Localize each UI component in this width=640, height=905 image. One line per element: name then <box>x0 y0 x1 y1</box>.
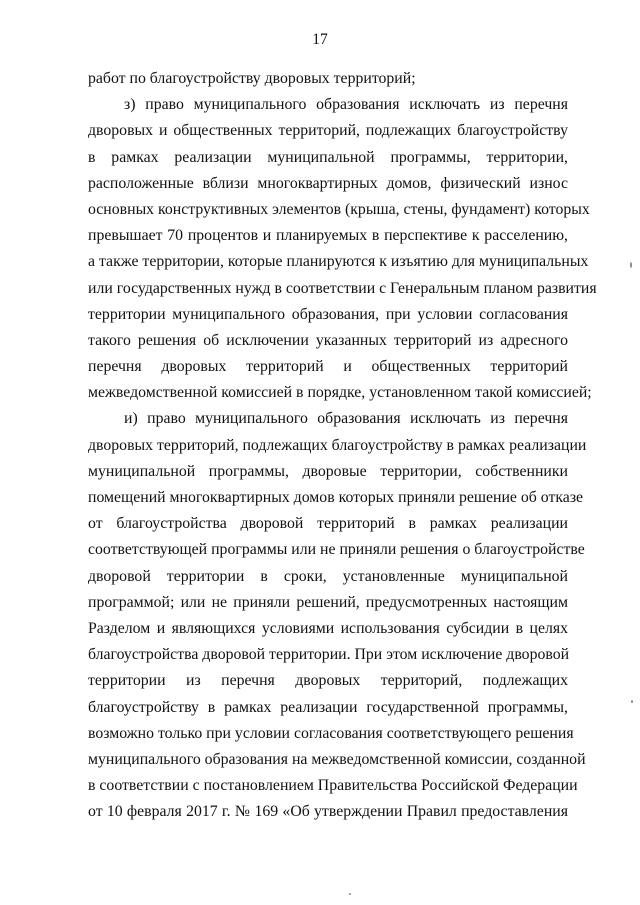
page-number: 17 <box>312 31 328 48</box>
text-line: благоустройства дворовой территории. При этом исключение дворовой <box>88 646 570 664</box>
text-line: соответствующей программы или не приняли решения о благоустройстве <box>88 541 585 559</box>
document-body <box>88 66 597 825</box>
text-line: в рамках реализации муниципальной программы, территории, <box>88 148 568 166</box>
text-line: благоустройству в рамках реализации государственной программы, <box>88 698 568 716</box>
text-line: дворовых и общественных территорий, подлежащих благоустройству <box>88 122 568 140</box>
text-line: от 10 февраля 2017 г. № 169 «Об утверждении Правил предоставления <box>88 803 568 821</box>
text-line: от благоустройства дворовой территорий в рамках реализации <box>88 515 568 533</box>
text-line: муниципального образования на межведомственной комиссии, созданной <box>88 750 586 768</box>
text-line: межведомственной комиссией в порядке, установленном такой комиссией; <box>88 384 592 402</box>
paragraph-i-start: и) право муниципального образования исключать из перечня <box>124 410 568 428</box>
text-line: территории муниципального образования, при условии согласования <box>88 305 568 323</box>
text-line: Разделом и являющихся условиями использования субсидии в целях <box>88 619 568 637</box>
text-line: превышает 70 процентов и планируемых в перспективе к расселению, <box>88 227 568 245</box>
text-line: дворовых территорий, подлежащих благоустройству в рамках реализации <box>88 436 587 454</box>
text-line: а также территории, которые планируются к изъятию для муниципальных <box>88 253 589 271</box>
text-line: дворовой территории в сроки, установленные муниципальной <box>88 567 568 585</box>
text-line: муниципальной программы, дворовые территории, собственники <box>88 462 568 480</box>
text-line: работ по благоустройству дворовых территорий; <box>88 70 416 87</box>
text-line: перечня дворовых территорий и общественных территорий <box>88 358 568 376</box>
text-line: в соответствии с постановлением Правительства Российской Федерации <box>88 777 578 795</box>
text-line: расположенные вблизи многоквартирных домов, физический износ <box>88 174 568 192</box>
text-line: или государственных нужд в соответствии с Генеральным планом развития <box>88 279 597 297</box>
scan-speck <box>349 893 351 895</box>
text-line: основных конструктивных элементов (крыша, стены, фундамент) которых <box>88 200 590 218</box>
text-line: помещений многоквартирных домов которых приняли решение об отказе <box>88 489 584 506</box>
scan-speck <box>630 262 632 268</box>
text-line: территории из перечня дворовых территорий, подлежащих <box>88 672 568 690</box>
text-line: возможно только при условии согласования соответствующего решения <box>88 724 574 742</box>
text-line: такого решения об исключении указанных территорий из адресного <box>88 331 568 349</box>
paragraph-z-start: з) право муниципального образования исключать из перечня <box>124 96 568 114</box>
text-line: программой; или не приняли решений, предусмотренных настоящим <box>88 593 568 611</box>
scan-speck <box>631 700 633 703</box>
